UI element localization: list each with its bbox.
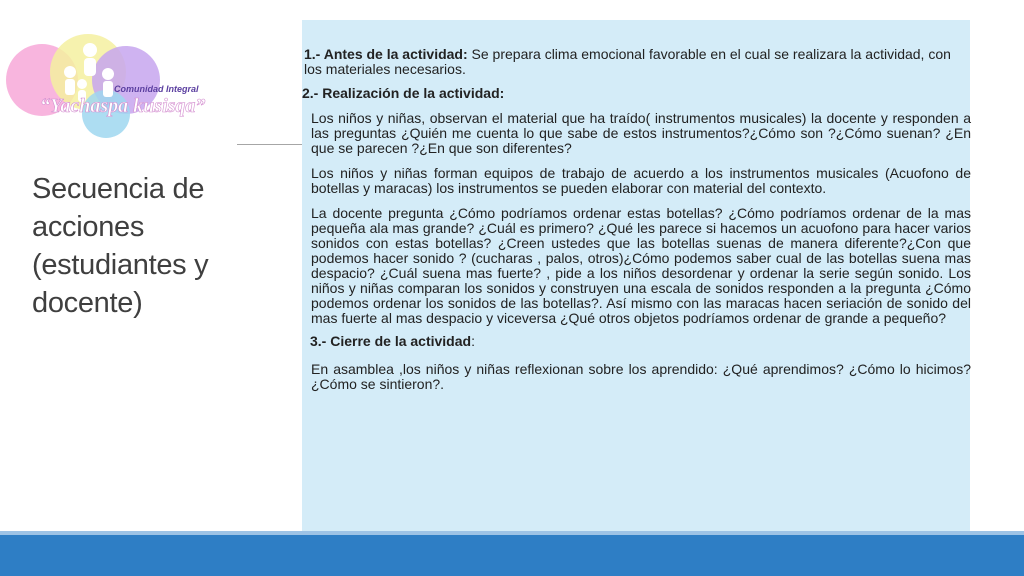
step-3 bbox=[310, 334, 970, 349]
step-2-label: 2.- Realización de la actividad: bbox=[302, 85, 505, 101]
footer-bar bbox=[0, 535, 1024, 576]
title-divider bbox=[237, 144, 303, 145]
step-2-paragraph-1: Los niños y niñas, observan el material que ha traído( instrumentos musicales) la docente y responden a las preguntas ¿Quién me cuenta lo que sabe de estos instrumentos?¿Cómo son ?¿Cómo suenan? ¿En que se parecen ?¿En que son diferentes? bbox=[311, 110, 971, 156]
logo-text-line2: “Yachaspa kusisqa” bbox=[40, 95, 206, 117]
content-panel bbox=[302, 20, 970, 533]
step-1 bbox=[302, 47, 970, 77]
step-3-paragraph: En asamblea ,los niños y niñas reflexionan sobre los aprendido: ¿Qué aprendimos? ¿Cómo lo hicimos? ¿Cómo se sintieron?. bbox=[311, 361, 971, 392]
step-2-paragraph-2: Los niños y niñas forman equipos de trabajo de acuerdo a los instrumentos musicales (Acuofono de botellas y maracas) los instrumentos se pueden elaborar con material del contexto. bbox=[311, 165, 971, 196]
step-1-label: 1.- Antes de la actividad: bbox=[304, 46, 468, 62]
step-1-text: Se prepara clima emocional favorable en el cual se realizara la actividad, con los materiales necesarios. bbox=[304, 46, 951, 77]
logo-graphic bbox=[6, 32, 238, 140]
logo-text-line1: Comunidad Integral bbox=[114, 84, 199, 94]
community-logo bbox=[6, 32, 238, 140]
step-3-label: 3.- Cierre de la actividad bbox=[310, 333, 472, 349]
step-2-paragraph-3: La docente pregunta ¿Cómo podríamos ordenar estas botellas? ¿Cómo podríamos ordenar de la mas pequeña ala mas grande? ¿Cuál es primero? ¿Qué les parece si hacemos un acuofono para hacer varios sonidos con estas botellas? ¿Creen ustedes que las botellas suenas de manera diferente?¿Con que podemos hacer sonido ? (cucharas , palos, otros)¿Cómo podemos saber cual de las botellas suena mas despacio? ¿Cuál suena mas fuerte? , pide a los niños desordenar y ordenar la serie según sonido. Los niños y niñas comparan los sonidos y construyen una escala de sonidos responden a la pregunta ¿Cómo podemos ordenar los sonidos de las botellas?. Así mismo con las maracas hacen seriación de sonido del mas fuerte al mas despacio y viceversa ¿Qué otros objetos podríamos ordenar de grande a pequeño? bbox=[311, 205, 971, 326]
step-3-colon: : bbox=[471, 333, 475, 349]
slide-title: Secuencia de acciones (estudiantes y docente) bbox=[32, 173, 209, 319]
